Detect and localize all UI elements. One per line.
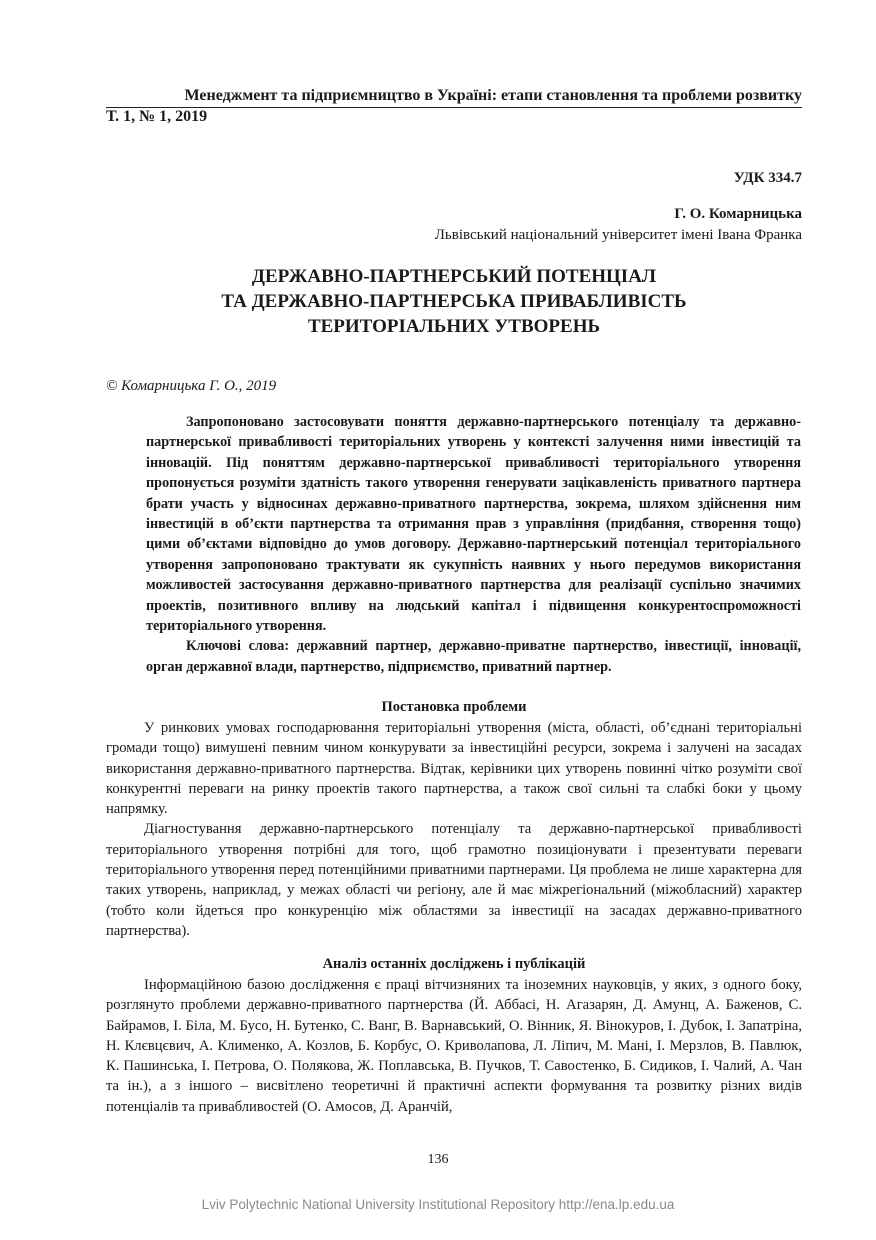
section-body-literature	[106, 975, 802, 1117]
title-line: ДЕРЖАВНО-ПАРТНЕРСЬКИЙ ПОТЕНЦІАЛ	[251, 266, 657, 287]
title-line: ТА ДЕРЖАВНО-ПАРТНЕРСЬКА ПРИВАБЛИВІСТЬ	[221, 291, 687, 312]
title-line: ТЕРИТОРІАЛЬНИХ УТВОРЕНЬ	[307, 316, 601, 337]
author-affiliation: Львівський національний університет імені Івана Франка	[434, 227, 802, 243]
section-heading-literature: Аналіз останніх досліджень і публікацій	[322, 956, 586, 972]
abstract-text: Запропоновано застосовувати поняття державно-партнерського потенціалу та державно-партнерської привабливості територіальних утворень у контексті залучення ними інвестицій та інновацій. Під поняттям державно-партнерської привабливості територіального утворення пропонується розуміти здатність такого утворення генерувати зацікавленість приватного партнера брати участь у відносинах державно-приватного партнерства, зокрема, шляхом здійснення ним інвестицій в об’єкти партнерства та отримання прав з управління (придбання, створення тощо) цими об’єктами відповідно до умов договору. Державно-партнерський потенціал територіального утворення запропоновано трактувати як сукупність наявних у нього передумов використання можливостей застосування державно-приватного партнерства для реалізації суспільно значимих проектів, позитивного впливу на людський капітал і підвищення конкурентоспроможності територіального утворення.	[146, 414, 801, 635]
journal-title: Менеджмент та підприємництво в Україні: етапи становлення та проблеми розвитку	[106, 86, 802, 108]
keywords: Ключові слова: державний партнер, державно-приватне партнерство, інвестиції, інновації, орган державної влади, партнерство, підприємство, приватний партнер.	[146, 638, 801, 675]
article-title	[106, 264, 802, 339]
issue-info: Т. 1, № 1, 2019	[106, 108, 208, 125]
page-number: 136	[427, 1152, 449, 1167]
copyright-notice: © Комарницька Г. О., 2019	[106, 378, 277, 394]
paragraph: У ринкових умовах господарювання територіальні утворення (міста, області, об’єднані територіальні громади тощо) вимушені певним чином конкурувати за інвестиційні ресурси, зокрема і залучені на засадах використання державно-приватного партнерства. Відтак, керівники цих утворень повинні чітко розуміти свої конкурентні переваги на ринку проектів такого партнерства, а також свої сильні та слабкі боки у цьому напрямку.	[106, 720, 802, 818]
udc-code: УДК 334.7	[733, 170, 802, 186]
repository-footer: Lviv Polytechnic National University Institutional Repository http://ena.lp.edu.ua	[201, 1197, 675, 1212]
author-name: Г. О. Комарницька	[674, 206, 802, 222]
paragraph: Діагностування державно-партнерського потенціалу та державно-партнерської привабливості територіального утворення потрібні для того, щоб грамотно позиціонувати і презентувати переваги територіального утворення перед потенційними приватними партнерами. Ця проблема не лише характерна для таких утворень, наприклад, у межах області чи регіону, але й має міжрегіональний (міжобласний) характер (тобто коли йдеться про конкуренцію між областями за інвестиції на засадах державно-приватного партнерства).	[106, 821, 802, 939]
section-body-problem	[106, 718, 802, 941]
section-heading-problem: Постановка проблеми	[381, 699, 527, 715]
abstract	[146, 412, 801, 677]
paragraph: Інформаційною базою дослідження є праці вітчизняних та іноземних науковців, у яких, з одного боку, розглянуто проблеми державно-приватного партнерства (Й. Аббасі, Н. Агазарян, Д. Амунц, А. Баженов, С. Байрамов, І. Біла, М. Бусо, Н. Бутенко, С. Ванг, В. Варнавський, О. Вінник, Я. Вінокуров, І. Дубок, І. Запатріна, Н. Клєвцєвич, А. Клименко, А. Козлов, Б. Корбус, О. Криволапова, Л. Ліпич, М. Мані, І. Мерзлов, В. Павлюк, К. Пашинська, І. Петрова, О. Полякова, Ж. Поплавська, В. Пучков, Т. Савостенко, Б. Сидиков, І. Чалий, А. Чан та ін.), а з іншого – висвітлено теоретичні й практичні аспекти формування та розвитку різних видів потенціалів та привабливостей (О. Амосов, Д. Аранчій,	[106, 977, 802, 1115]
